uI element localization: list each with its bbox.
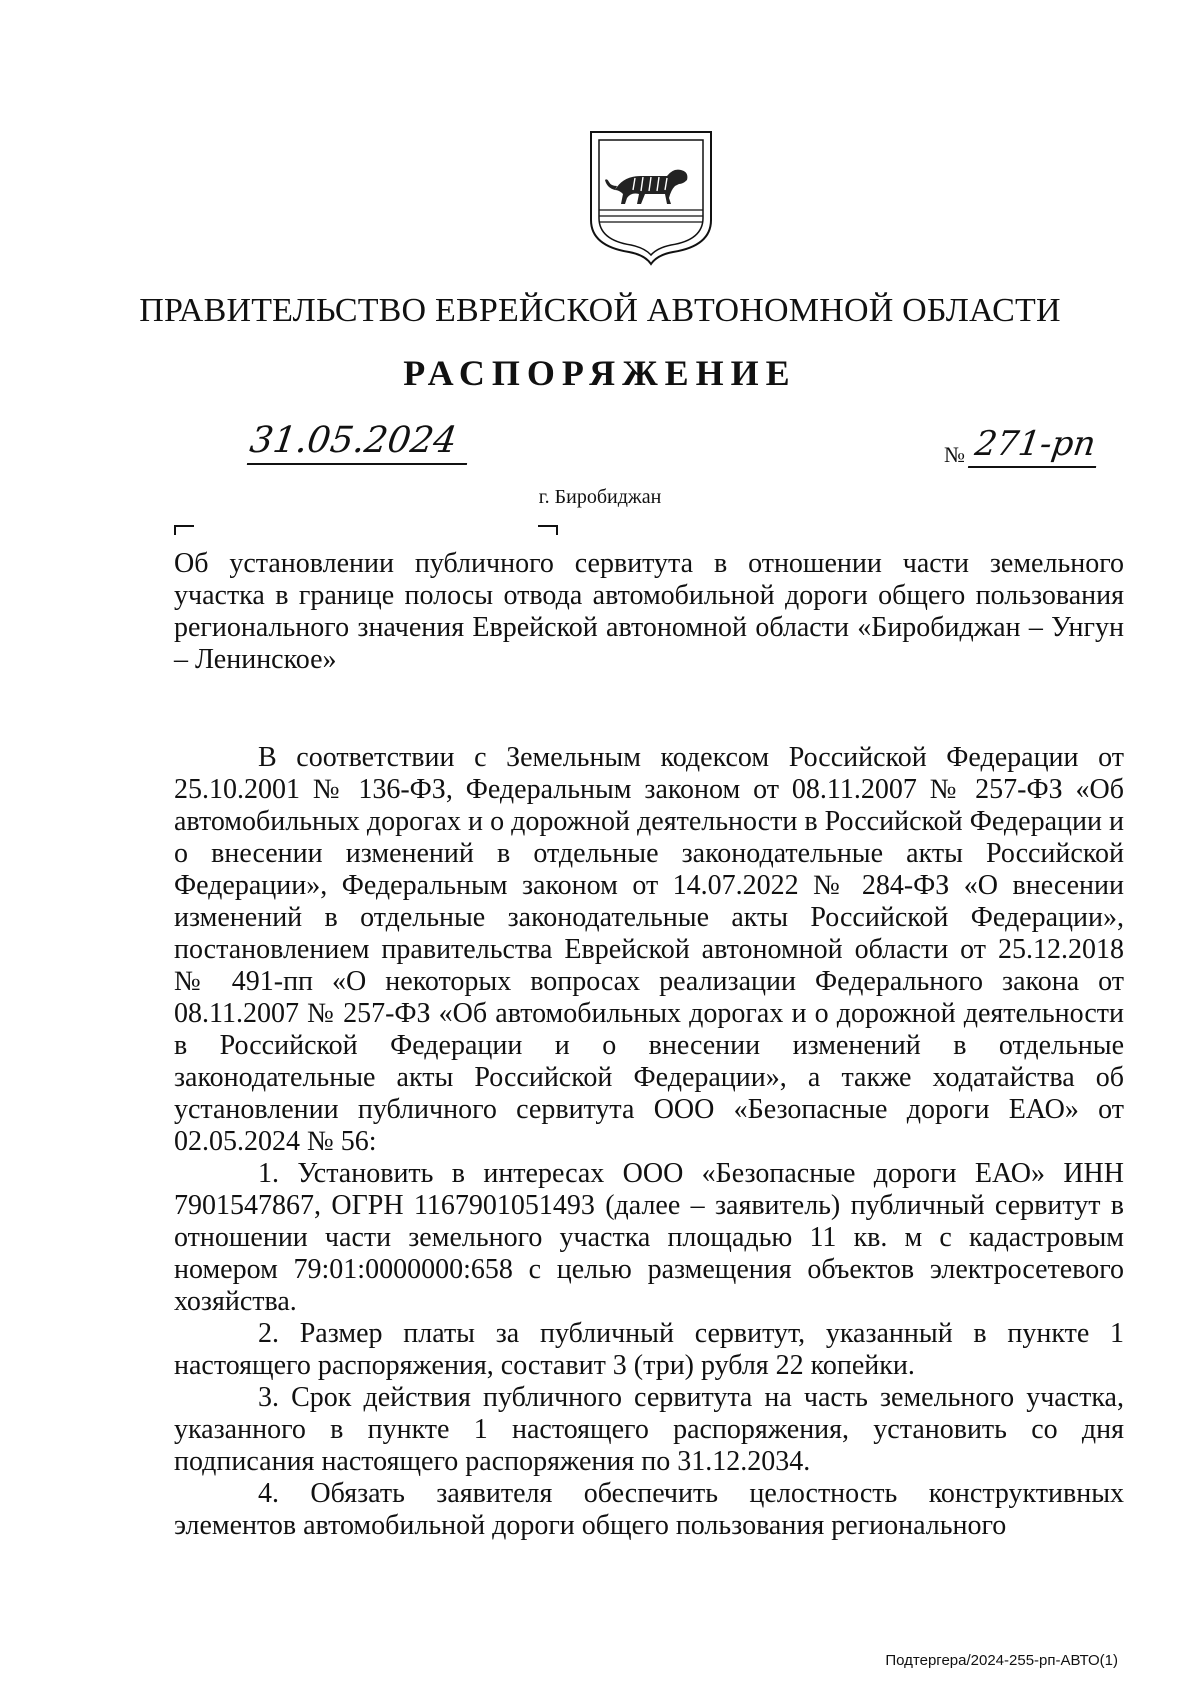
number-sign: № — [944, 442, 965, 467]
subject-bracket-right — [538, 525, 558, 535]
organization-title: ПРАВИТЕЛЬСТВО ЕВРЕЙСКОЙ АВТОНОМНОЙ ОБЛАСТИ — [139, 292, 1061, 329]
subject-bracket-left — [174, 525, 194, 535]
coat-of-arms-tiger-icon — [585, 128, 717, 268]
footer-document-code: Подтергера/2024-255-рп-АВТО(1) — [885, 1652, 1118, 1669]
item-1-paragraph: 1. Установить в интересах ООО «Безопасные дороги ЕАО» ИНН 7901547867, ОГРН 1167901051493 (далее – заявитель) публичный сервитут в отношении части земельного участка площадью 11 кв. м с кадастровым номером 79:01:0000000:658 с целью размещения объектов электросетевого хозяйства. — [174, 1158, 1124, 1317]
item-4-paragraph: 4. Обязать заявителя обеспечить целостность конструктивных элементов автомобильной дороги общего пользования регионального — [174, 1478, 1124, 1541]
document-type: РАСПОРЯЖЕНИЕ — [403, 353, 797, 393]
document-number — [944, 424, 1099, 468]
document-body — [174, 742, 1124, 1542]
item-2-paragraph: 2. Размер платы за публичный сервитут, указанный в пункте 1 настоящего распоряжения, составит 3 (три) рубля 22 копейки. — [174, 1318, 1124, 1381]
handwritten-date: 31.05.2024 — [247, 420, 473, 465]
city-line: г. Биробиджан — [538, 486, 662, 508]
document-subject: Об установлении публичного сервитута в отношении части земельного участка в границе полосы отвода автомобильной дороги общего пользования регионального значения Еврейской автономной области «Биробиджан – Унгун – Ленинское» — [174, 548, 1124, 675]
item-3-paragraph: 3. Срок действия публичного сервитута на часть земельного участка, указанного в пункте 1 настоящего распоряжения, установить со дня подписания настоящего распоряжения по 31.12.2034. — [174, 1382, 1124, 1477]
handwritten-number: 271-рп — [967, 424, 1101, 468]
preamble-paragraph: В соответствии с Земельным кодексом Российской Федерации от 25.10.2001 № 136-ФЗ, Федеральным законом от 08.11.2007 № 257-ФЗ «Об автомобильных дорогах и о дорожной деятельности в Российской Федерации и о внесении изменений в отдельные законодательные акты Российской Федерации», Федеральным законом от 14.07.2022 № 284-ФЗ «О внесении изменений в отдельные законодательные акты Российской Федерации», постановлением правительства Еврейской автономной области от 25.12.2018 № 491-пп «О некоторых вопросах реализации Федерального закона от 08.11.2007 № 257-ФЗ «Об автомобильных дорогах и о дорожной деятельности в Российской Федерации и о внесении изменений в отдельные законодательные акты Российской Федерации», а также ходатайства об установлении публичного сервитута ООО «Безопасные дороги ЕАО» от 02.05.2024 № 56: — [174, 742, 1124, 1157]
